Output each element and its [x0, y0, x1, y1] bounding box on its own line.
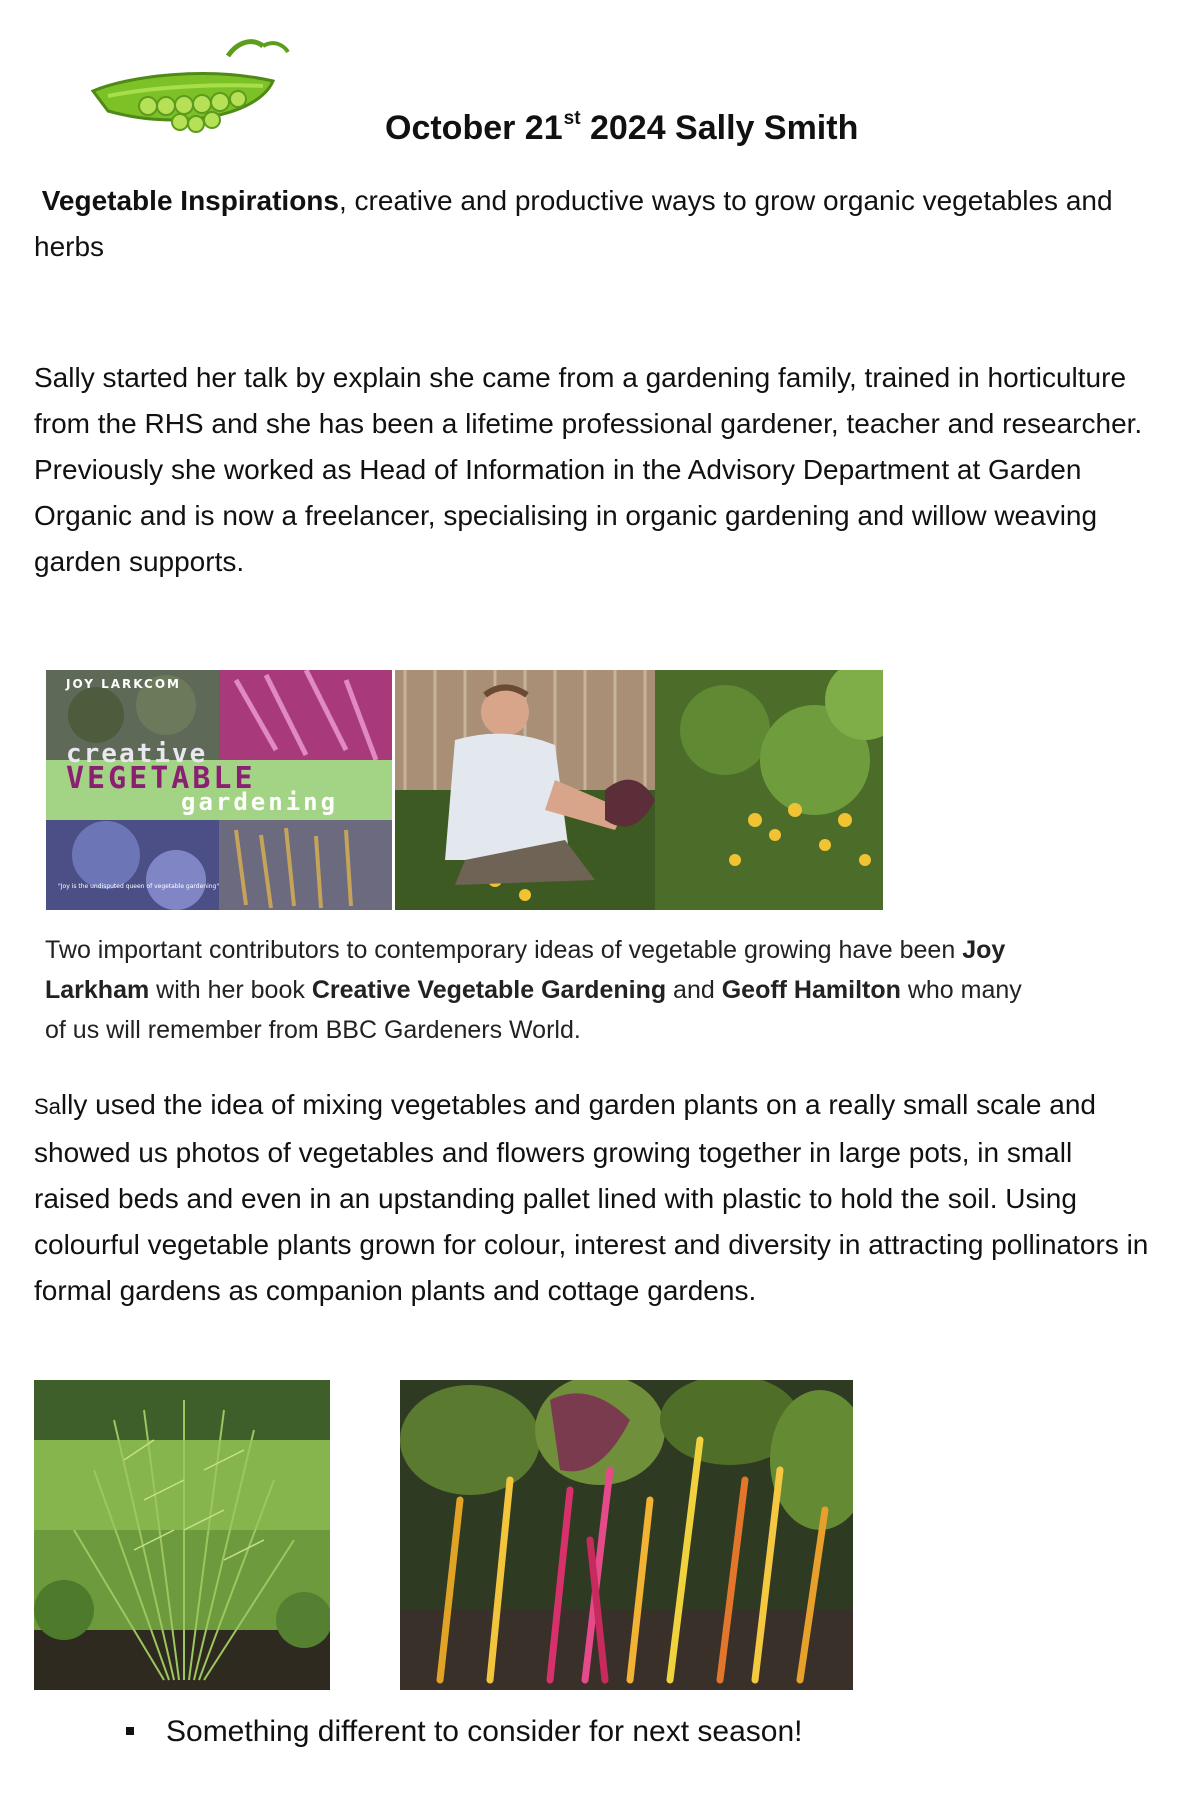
fennel-photo: [34, 1380, 330, 1690]
book-quote: "Joy is the undisputed queen of vegetable gardening": [58, 883, 220, 890]
book-cover-image: [46, 670, 392, 910]
paragraph-talk-summary: Sally used the idea of mixing vegetables and garden plants on a really small scale and showed us photos of vegetables and flowers growing together in large pots, in small raised beds and even in an upstanding pallet lined with plastic to hold the soil. Using colourful vegetable plants grown for colour, interest and diversity in attracting pollinators in formal gardens as companion plants and cottage gardens.: [34, 1089, 1149, 1306]
talk-title: Vegetable Inspirations: [41, 185, 339, 216]
rainbow-chard-photo: [400, 1380, 853, 1690]
image-caption: Two important contributors to contemporary ideas of vegetable growing have been Joy Larkham with her book Creative Vegetable Gardening and Geoff Hamilton who many of us will remember from BBC Gardeners World.: [45, 936, 1022, 1044]
paragraph-speaker-bio: Sally started her talk by explain she came from a gardening family, trained in horticulture from the RHS and she has been a lifetime professional gardener, teacher and researcher. Previously she worked as Head of Information in the Advisory Department at Garden Organic and is now a freelancer, specialising in organic gardening and willow weaving garden supports.: [34, 362, 1143, 577]
book-author: JOY LARKCOM: [66, 677, 181, 691]
pea-pod-icon: [88, 36, 298, 146]
book-title-line1: creative: [66, 739, 208, 769]
intro-text: Vegetable Inspirations, creative and productive ways to grow organic vegetables and herbs: [34, 185, 1113, 262]
book-title-line2: VEGETABLE: [66, 761, 256, 796]
closing-bullet: Something different to consider for next season!: [126, 1710, 803, 1754]
bullet-icon: [126, 1727, 134, 1735]
gardener-photo: [395, 670, 883, 910]
page-title: October 21st 2024 Sally Smith: [385, 108, 859, 147]
book-title-line3: gardening: [181, 788, 339, 816]
